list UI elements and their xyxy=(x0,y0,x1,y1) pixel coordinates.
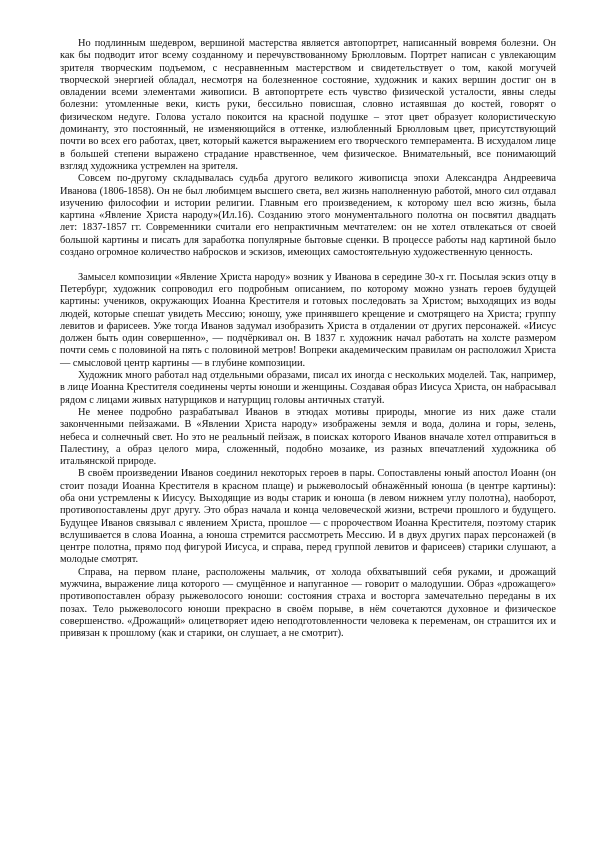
paragraph-character-pairs: В своём произведении Иванов соединил некоторых героев в пары. Сопоставлены юный апостол Иоанн (он стоит позади Иоанна Крестителя в красном плаще) и рыжеволосый обнажённый юноша (в центре картины): оба они устремлены к Иисусу. Выходящие из воды старик и юноша (в левом нижнем углу полотна), наоборот, противопоставлены друг другу. Это образ начала и конца человеческой жизни, встречи прошлого и будущего. Будущее Иванов связывал с явлением Христа, прошлое — с пророчеством Иоанна Крестителя, поэтому старик вслушивается в слова Иоанна, а юноша стремится рассмотреть Мессию. И в двух других парах персонажей (в центре полотна, прямо под фигурой Иисуса, и справа, перед группой левитов и фарисеев) старики слушают, а молодые смотрят. xyxy=(60,468,556,566)
paragraph-models: Художник много работал над отдельными образами, писал их иногда с нескольких моделей. Так, например, в лице Иоанна Крестителя соединены черты юноши и женщины. Создавая образ Иисуса Христа, он набрасывал рядом с лицами живых натурщиков и натурщиц головы античных статуй. xyxy=(60,370,556,406)
paragraph-composition-concept: Замысел композиции «Явление Христа народу» возник у Иванова в середине 30-х гг. Посылая эскиз отцу в Петербург, художник сопроводил его подробным описанием, по которому можно узнать героев будущей картины: учеников, окружающих Иоанна Крестителя и готовых последовать за Христом; выходящих из воды людей, которые спешат увидеть Мессию; юношу, уже принявшего крещение и смотрящего на Христа; группу левитов и фарисеев. Уже тогда Иванов задумал изобразить Христа в отдалении от других персонажей. «Иисус должен быть один совершенно», — подчёркивал он. В 1837 г. художник начал работать на холсте размером почти семь с половиной на пять с половиной метров! Вопреки академическим правилам он расположил Христа — смысловой центр картины — в глубине композиции. xyxy=(60,271,556,369)
document-page xyxy=(60,38,556,641)
paragraph-trembling-figure: Справа, на первом плане, расположены мальчик, от холода обхватывший себя руками, и дрожащий мужчина, выражение лица которого — смущённое и напуганное — говорит о малодушии. Образ «дрожащего» противопоставлен образу рыжеволосого юноши: состояния страха и восторга замечательно переданы в их позах. Тело рыжеволосого юноши прекрасно в своём порыве, в нём сочетаются духовное и физическое совершенство. «Дрожащий» олицетворяет идею неподготовленности человека к переменам, он страшится их и привязан к прошлому (как и старики, он слушает, а не смотрит). xyxy=(60,566,556,640)
paragraph-landscape: Не менее подробно разрабатывал Иванов в этюдах мотивы природы, многие из них даже стали законченными пейзажами. В «Явлении Христа народу» изображены земля и вода, долина и горы, зелень, небеса и солнечный свет. Но это не реальный пейзаж, в поисках которого Иванов вначале хотел отправиться в Палестину, а образ целого мира, сложенный, подобно мозаике, из разных впечатлений художника об итальянской природе. xyxy=(60,406,556,468)
paragraph-bryullov-self-portrait: Но подлинным шедевром, вершиной мастерства является автопортрет, написанный вовремя болезни. Он как бы подводит итог всему созданному и перечувствованному Брюлловым. Портрет написан с увлекающим зрителя творческим подъемом, с несравненным мастерством и свидетельствует о том, какой могучей творческой энергией обладал, несмотря на болезненное состояние, художник и каких вершин достиг он в овладении всеми элементами живописи. В автопортрете есть чувство физической усталости, явны следы болезни: утомленные веки, кисть руки, бессильно повисшая, словно истаявшая до костей, говорят о физическом недуге. Голова устало покоится на красной подушке – этот цвет образует колористическую доминанту, это постоянный, не изменяющийся в оттенке, излюбленный Брюлловым цвет, присутствующий почти во всех его работах, цвет, который кажется выражением его творческого темперамента. В исхудалом лице в большей степени выражено страдание нравственное, чем физическое. Внимательный, все понимающий взгляд художника устремлен на зрителя. xyxy=(60,38,556,172)
paragraph-ivanov-biography: Совсем по-другому складывалась судьба другого великого живописца эпохи Александра Андреевича Иванова (1806-1858). Он не был любимцем высшего света, вел жизнь наполненную работой, много сил отдавал изучению философии и истории религии. Главным его произведением, к которому шел всю жизнь, была картина «Явление Христа народу»(Ил.16). Созданию этого монументального полотна он посвятил двадцать лет: 1837-1857 гг. Современники считали его непрактичным мечтателем: он не хотел отвлекаться от своей большой картины и писать для заработка популярные бытовые сценки. В процессе работы над картиной было создано огромное количество набросков и эскизов, имеющих самостоятельную художественную ценность. xyxy=(60,173,556,259)
